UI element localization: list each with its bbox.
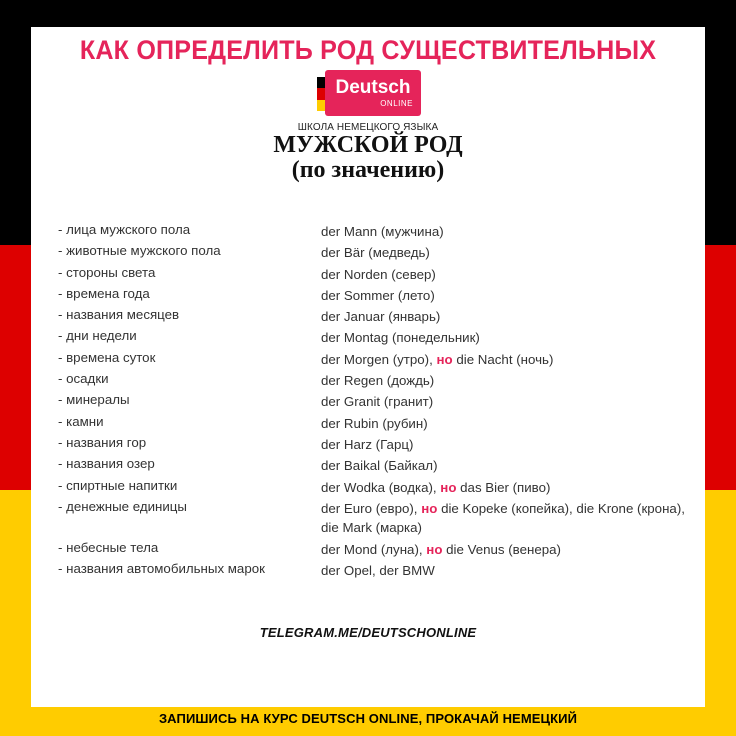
- list-item: [58, 350, 703, 371]
- example-exception: die Venus (венера): [446, 541, 561, 557]
- list-item: [58, 456, 703, 477]
- category-label: - стороны света: [58, 264, 156, 280]
- category-label: - дни недели: [58, 328, 137, 344]
- example-main: der Harz (Гарц): [321, 436, 414, 452]
- list-item: [58, 222, 703, 243]
- example-text: [321, 371, 705, 390]
- list-item: [58, 561, 703, 582]
- category-label: - названия месяцев: [58, 307, 180, 323]
- example-main: der Sommer (лето): [321, 287, 435, 303]
- example-text: [321, 435, 705, 454]
- example-main: der Baikal (Байкал): [321, 458, 438, 474]
- heading-line-2: (по значению): [291, 157, 445, 183]
- example-exception: die Kopeke (копейка), die Krone (крона), die Mark (марка): [321, 500, 685, 535]
- category-label: - времена года: [58, 285, 150, 301]
- example-main: der Opel, der BMW: [321, 563, 435, 579]
- list-item: [58, 307, 703, 328]
- content-card: [31, 27, 705, 707]
- category-label: - минералы: [58, 392, 130, 408]
- category-label: - названия озер: [58, 456, 155, 472]
- example-text: [321, 499, 705, 537]
- list-item: [58, 371, 703, 392]
- category-label: - спиртные напитки: [58, 477, 178, 493]
- example-main: der Norden (север): [321, 266, 436, 282]
- example-main: der Bär (медведь): [321, 245, 430, 261]
- logo-flag-icon: [317, 77, 325, 111]
- list-item: [58, 328, 703, 349]
- example-main: der Mann (мужчина): [321, 224, 444, 239]
- example-text: [321, 286, 705, 305]
- list-item: [58, 265, 703, 286]
- example-text: [321, 350, 705, 369]
- footer-banner: ЗАПИШИСЬ НА КУРС DEUTSCH ONLINE, ПРОКАЧАЙ НЕМЕЦКИЙ: [158, 711, 578, 726]
- category-label: - времена суток: [58, 349, 156, 365]
- example-main: der Rubin (рубин): [321, 415, 428, 431]
- example-main: der Morgen (утро),: [321, 351, 433, 367]
- example-main: der Januar (январь): [321, 309, 441, 325]
- telegram-link[interactable]: TELEGRAM.ME/DEUTSCHONLINE: [259, 625, 477, 640]
- category-label: - небесные тела: [58, 539, 159, 555]
- example-text: [321, 414, 705, 433]
- example-text: [321, 540, 705, 559]
- example-main: der Euro (евро),: [321, 500, 418, 516]
- example-text: [321, 222, 705, 241]
- heading-line-1: МУЖСКОЙ РОД: [273, 132, 463, 158]
- category-label: - животные мужского пола: [58, 243, 221, 259]
- exception-marker: но: [436, 351, 453, 367]
- section-heading: [31, 133, 705, 183]
- example-text: [321, 265, 705, 284]
- example-text: [321, 561, 705, 580]
- example-text: [321, 478, 705, 497]
- example-text: [321, 243, 705, 262]
- page-title: КАК ОПРЕДЕЛИТЬ РОД СУЩЕСТВИТЕЛЬНЫХ: [79, 35, 657, 65]
- logo-word: Deutsch: [335, 77, 411, 98]
- list-item: [58, 392, 703, 413]
- example-text: [321, 307, 705, 326]
- exception-marker: но: [421, 500, 438, 516]
- list-item: [58, 414, 703, 435]
- example-main: der Granit (гранит): [321, 394, 434, 410]
- category-label: - лица мужского пола: [58, 222, 191, 237]
- school-caption: ШКОЛА НЕМЕЦКОГО ЯЗЫКА: [297, 122, 439, 133]
- logo-sub: ONLINE: [380, 99, 413, 108]
- example-exception: das Bier (пиво): [460, 479, 551, 495]
- example-main: der Wodka (водка),: [321, 479, 437, 495]
- list-item: [58, 435, 703, 456]
- list-item: [58, 243, 703, 264]
- example-main: der Regen (дождь): [321, 373, 435, 389]
- category-label: - камни: [58, 413, 104, 429]
- rule-list: [58, 222, 703, 582]
- list-item: [58, 499, 703, 540]
- list-item: [58, 540, 703, 561]
- exception-marker: но: [426, 541, 443, 557]
- category-label: - названия гор: [58, 434, 147, 450]
- exception-marker: но: [440, 479, 457, 495]
- category-label: - названия автомобильных марок: [58, 561, 265, 577]
- category-label: - денежные единицы: [58, 498, 187, 514]
- example-main: der Mond (луна),: [321, 541, 423, 557]
- example-text: [321, 328, 705, 347]
- list-item: [58, 478, 703, 499]
- deutsch-online-logo: [317, 70, 421, 116]
- logo-box: [325, 70, 421, 116]
- category-label: - осадки: [58, 371, 109, 387]
- list-item: [58, 286, 703, 307]
- example-main: der Montag (понедельник): [321, 330, 480, 346]
- example-exception: die Nacht (ночь): [456, 351, 554, 367]
- example-text: [321, 392, 705, 411]
- example-text: [321, 456, 705, 475]
